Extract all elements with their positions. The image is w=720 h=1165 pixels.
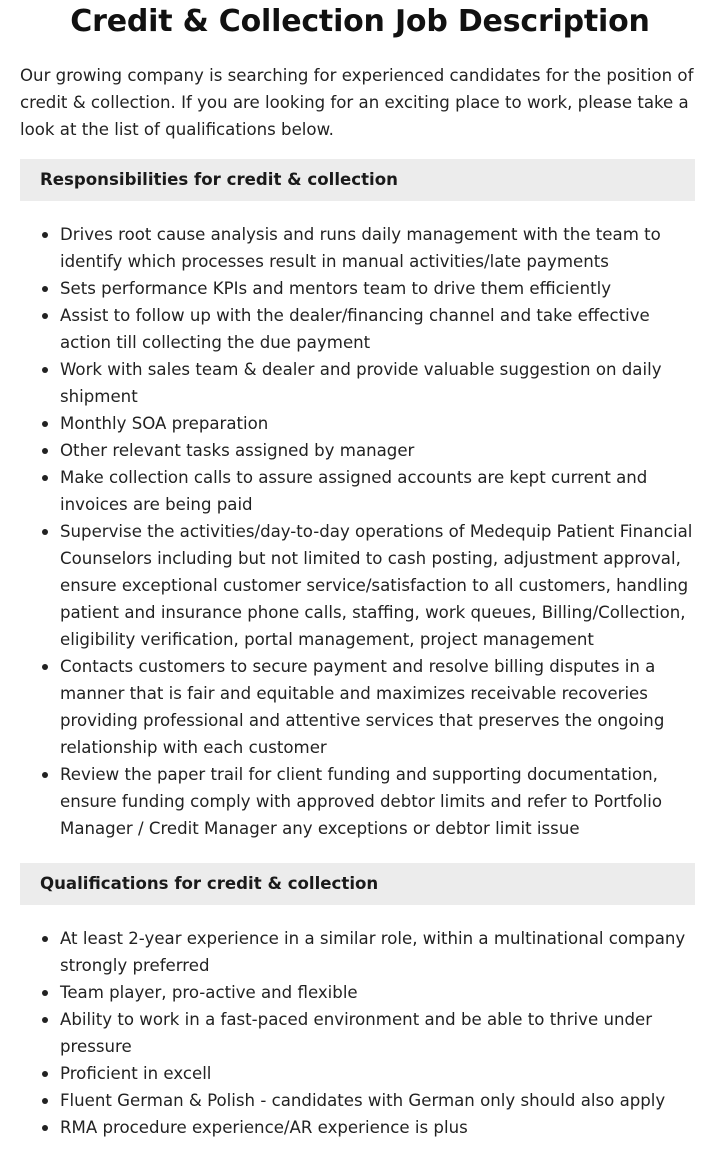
list-item: Other relevant tasks assigned by manager xyxy=(20,437,700,464)
list-item: RMA procedure experience/AR experience is plus xyxy=(20,1114,700,1141)
list-item: Review the paper trail for client funding and supporting documentation, ensure funding comply with approved debtor limits and refer to Portfolio Manager / Credit Manager any exceptions or debtor limit issue xyxy=(20,761,700,842)
intro-paragraph: Our growing company is searching for experienced candidates for the position of credit & collection. If you are looking for an exciting place to work, please take a look at the list of qualifications below. xyxy=(20,66,694,139)
list-item: Ability to work in a fast-paced environment and be able to thrive under pressure xyxy=(20,1006,700,1060)
qualifications-list xyxy=(20,925,700,1141)
list-item: Monthly SOA preparation xyxy=(20,410,700,437)
list-item: Contacts customers to secure payment and resolve billing disputes in a manner that is fair and equitable and maximizes receivable recoveries providing professional and attentive services that preserves the ongoing relationship with each customer xyxy=(20,653,700,761)
list-item: Work with sales team & dealer and provide valuable suggestion on daily shipment xyxy=(20,356,700,410)
list-item: Make collection calls to assure assigned accounts are kept current and invoices are being paid xyxy=(20,464,700,518)
page-title: Credit & Collection Job Description xyxy=(70,4,650,39)
list-item: Assist to follow up with the dealer/financing channel and take effective action till collecting the due payment xyxy=(20,302,700,356)
responsibilities-heading: Responsibilities for credit & collection xyxy=(20,159,695,201)
list-item: Proficient in excell xyxy=(20,1060,700,1087)
qualifications-heading: Qualifications for credit & collection xyxy=(20,863,695,905)
list-item: Drives root cause analysis and runs daily management with the team to identify which processes result in manual activities/late payments xyxy=(20,221,700,275)
list-item: Supervise the activities/day-to-day operations of Medequip Patient Financial Counselors including but not limited to cash posting, adjustment approval, ensure exceptional customer service/satisfaction to all customers, handling patient and insurance phone calls, staffing, work queues, Billing/Collection, eligibility verification, portal management, project management xyxy=(20,518,700,653)
list-item: Sets performance KPIs and mentors team to drive them efficiently xyxy=(20,275,700,302)
list-item: At least 2-year experience in a similar role, within a multinational company strongly preferred xyxy=(20,925,700,979)
responsibilities-list xyxy=(20,221,700,842)
list-item: Team player, pro-active and flexible xyxy=(20,979,700,1006)
list-item: Fluent German & Polish - candidates with German only should also apply xyxy=(20,1087,700,1114)
